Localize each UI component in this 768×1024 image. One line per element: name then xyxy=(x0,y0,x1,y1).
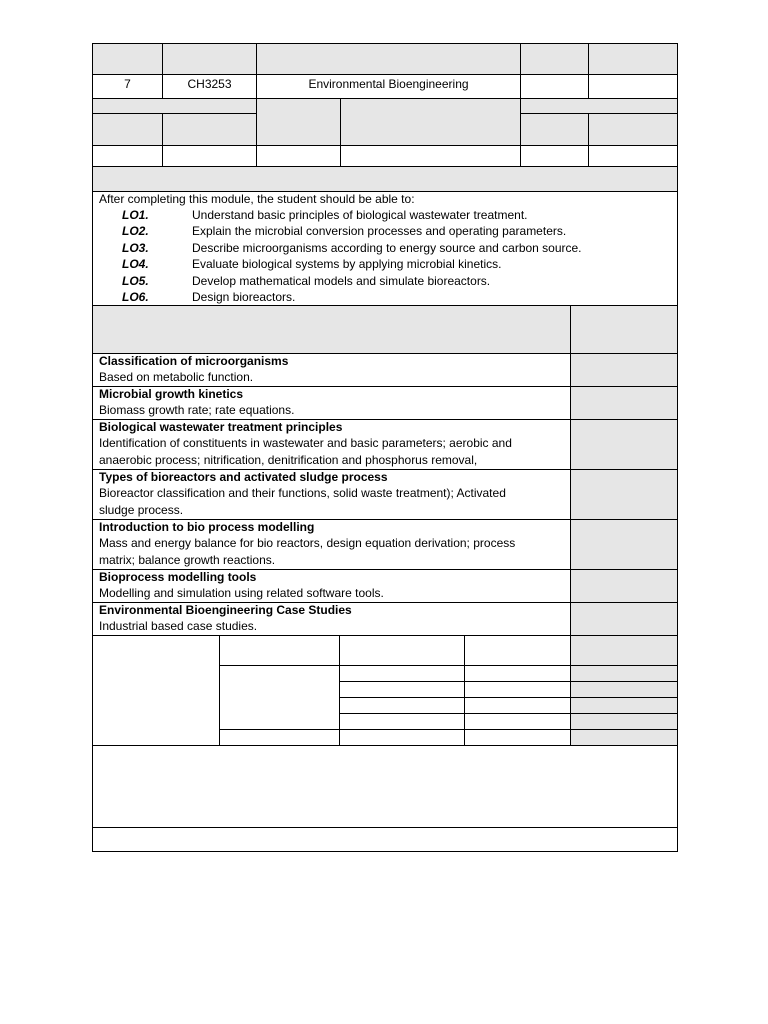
content-hours-cell xyxy=(570,419,678,470)
assessment-cell xyxy=(339,635,465,666)
assessment-cell xyxy=(570,713,678,730)
header-cell xyxy=(162,43,257,75)
content-topic xyxy=(99,353,288,386)
lo-text: Describe microorganisms according to energy source and carbon source. xyxy=(192,241,582,255)
header-cell xyxy=(256,43,521,75)
lo-label: LO1. xyxy=(122,208,149,222)
topic-description: Modelling and simulation using related software tools. xyxy=(99,586,384,601)
content-topic xyxy=(99,519,515,568)
topic-description: sludge process. xyxy=(99,502,184,517)
header-cell xyxy=(92,113,163,146)
semester-cell xyxy=(92,74,163,99)
learning-outcomes-intro: After completing this module, the student should be able to: xyxy=(99,192,415,206)
content-topic xyxy=(99,602,352,635)
semester-value: 7 xyxy=(124,77,131,91)
assessment-cell xyxy=(570,729,678,746)
topic-title: Introduction to bio process modelling xyxy=(99,520,315,534)
content-hours-cell xyxy=(570,602,678,636)
assessment-cell xyxy=(464,665,571,682)
topic-title: Microbial growth kinetics xyxy=(99,387,244,401)
assessment-cell xyxy=(339,729,465,746)
assessment-cell xyxy=(464,635,571,666)
topic-description: Based on metabolic function. xyxy=(99,370,254,385)
topic-description: anaerobic process; nitrification, denitrification and phosphorus removal, xyxy=(99,452,478,467)
content-topic xyxy=(99,469,506,518)
assessment-cell xyxy=(339,665,465,682)
footer-row xyxy=(92,827,678,852)
lo-label: LO5. xyxy=(122,274,149,288)
header-cell xyxy=(520,113,589,146)
assessment-cell xyxy=(339,697,465,714)
assessment-cell xyxy=(570,665,678,682)
assessment-cell xyxy=(464,729,571,746)
header-cell xyxy=(588,43,678,75)
assessment-label-cell xyxy=(92,635,220,746)
assessment-cell xyxy=(570,697,678,714)
assessment-cell xyxy=(339,713,465,730)
assessment-cell xyxy=(464,713,571,730)
content-header xyxy=(92,305,571,354)
topic-description: Biomass growth rate; rate equations. xyxy=(99,403,295,418)
content-hours-cell xyxy=(570,519,678,570)
lo-text: Understand basic principles of biological wastewater treatment. xyxy=(192,208,528,222)
assessment-cell xyxy=(464,697,571,714)
assessment-cell xyxy=(570,635,678,666)
content-hours-header xyxy=(570,305,678,354)
section-header xyxy=(92,166,678,192)
title-cell xyxy=(256,74,521,99)
content-hours-cell xyxy=(570,386,678,420)
content-topic xyxy=(99,419,512,468)
lo-label: LO6. xyxy=(122,290,149,304)
header-cell xyxy=(588,145,678,167)
header-cell xyxy=(256,145,341,167)
topic-description: Identification of constituents in wastewater and basic parameters; aerobic and xyxy=(99,436,512,451)
assessment-cell xyxy=(464,681,571,698)
header-cell xyxy=(588,74,678,99)
lo-label: LO2. xyxy=(122,224,149,238)
lo-label: LO4. xyxy=(122,257,149,271)
header-cell xyxy=(340,145,521,167)
topic-description: Mass and energy balance for bio reactors, design equation derivation; process xyxy=(99,536,516,551)
header-cell xyxy=(520,74,589,99)
header-cell xyxy=(92,145,163,167)
content-topic xyxy=(99,386,294,419)
assessment-cell xyxy=(219,665,340,730)
header-cell xyxy=(256,98,341,146)
topic-title: Environmental Bioengineering Case Studies xyxy=(99,603,352,617)
topic-description: Bioreactor classification and their functions, solid waste treatment); Activated xyxy=(99,486,506,501)
topic-title: Classification of microorganisms xyxy=(99,354,289,368)
content-hours-cell xyxy=(570,353,678,387)
content-topic xyxy=(99,569,384,602)
topic-title: Biological wastewater treatment principles xyxy=(99,420,343,434)
module-title: Environmental Bioengineering xyxy=(308,77,469,91)
topic-description: Industrial based case studies. xyxy=(99,619,258,634)
header-cell xyxy=(520,145,589,167)
header-cell xyxy=(340,98,521,146)
lo-text: Evaluate biological systems by applying microbial kinetics. xyxy=(192,257,502,271)
lo-text: Explain the microbial conversion processes and operating parameters. xyxy=(192,224,567,238)
lo-text: Design bioreactors. xyxy=(192,290,296,304)
references-box xyxy=(92,745,678,828)
assessment-cell xyxy=(219,635,340,666)
assessment-cell xyxy=(219,729,340,746)
assessment-cell xyxy=(339,681,465,698)
content-hours-cell xyxy=(570,469,678,520)
topic-title: Types of bioreactors and activated sludge process xyxy=(99,470,388,484)
topic-description: matrix; balance growth reactions. xyxy=(99,552,276,567)
header-cell xyxy=(92,43,163,75)
header-cell xyxy=(162,145,257,167)
lo-label: LO3. xyxy=(122,241,149,255)
topic-title: Bioprocess modelling tools xyxy=(99,570,257,584)
lo-text: Develop mathematical models and simulate bioreactors. xyxy=(192,274,491,288)
header-cell xyxy=(92,98,257,114)
code-cell xyxy=(162,74,257,99)
header-cell xyxy=(162,113,257,146)
header-cell xyxy=(520,98,678,114)
header-cell xyxy=(588,113,678,146)
header-cell xyxy=(520,43,589,75)
module-code: CH3253 xyxy=(187,77,232,91)
assessment-cell xyxy=(570,681,678,698)
content-hours-cell xyxy=(570,569,678,603)
